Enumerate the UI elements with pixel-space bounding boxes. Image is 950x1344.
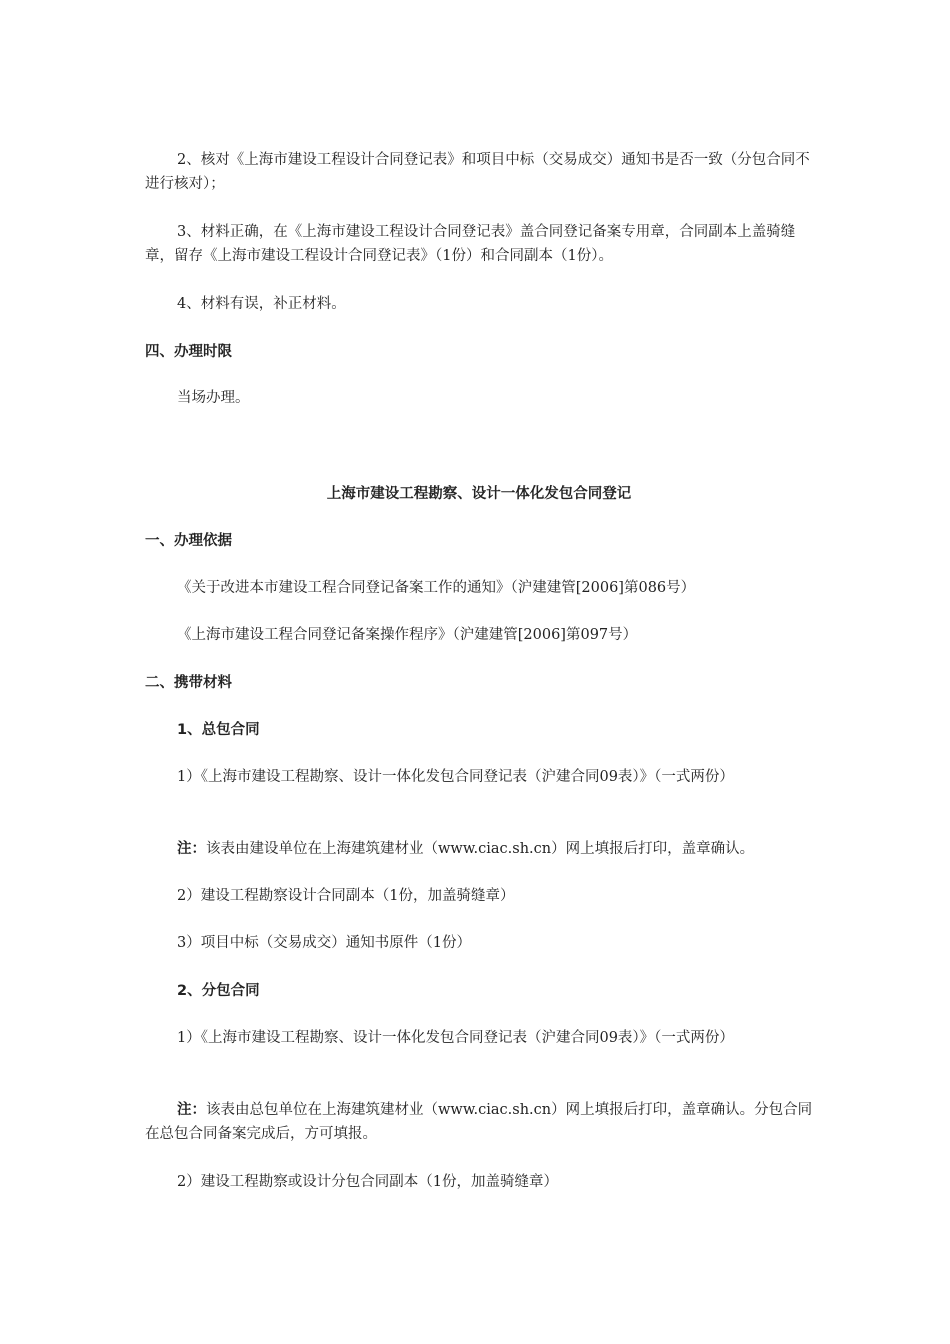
general-item-contract-copy: 2）建设工程勘察设计合同副本（1份，加盖骑缝章）	[177, 888, 515, 904]
section-heading-materials: 二、携带材料	[145, 675, 232, 691]
note-label: 注：	[177, 1102, 206, 1118]
paragraph-time-limit: 当场办理。	[177, 390, 250, 406]
sub-item-contract-copy: 2）建设工程勘察或设计分包合同副本（1份，加盖骑缝章）	[177, 1174, 558, 1190]
document-title: 上海市建设工程勘察、设计一体化发包合同登记	[326, 486, 632, 502]
note-label: 注：	[177, 841, 206, 857]
note-text: 该表由建设单位在上海建筑建材业（www.ciac.sh.cn）网上填报后打印，盖章确认。	[206, 841, 755, 857]
section-heading-time-limit: 四、办理时限	[145, 344, 232, 360]
sub-note	[145, 1098, 813, 1146]
paragraph-check-consistency: 2、核对《上海市建设工程设计合同登记表》和项目中标（交易成交）通知书是否一致（分包合同不进行核对）；	[145, 152, 810, 192]
subheading-sub-contract: 2、分包合同	[177, 983, 260, 999]
section-heading-basis: 一、办理依据	[145, 533, 232, 549]
paragraph-materials-correct: 3、材料正确，在《上海市建设工程设计合同登记表》盖合同登记备案专用章，合同副本上盖骑缝章，留存《上海市建设工程设计合同登记表》（1份）和合同副本（1份）。	[145, 224, 796, 264]
basis-item-notice: 《关于改进本市建设工程合同登记备案工作的通知》（沪建建管[2006]第086号）	[177, 580, 696, 596]
paragraph-materials-incorrect: 4、材料有误，补正材料。	[177, 296, 346, 312]
note-text: 该表由总包单位在上海建筑建材业（www.ciac.sh.cn）网上填报后打印，盖章确认。分包合同在总包合同备案完成后，方可填报。	[145, 1102, 813, 1142]
general-note	[145, 837, 813, 861]
general-item-award-notice: 3）项目中标（交易成交）通知书原件（1份）	[177, 935, 471, 951]
sub-item-registration-form: 1）《上海市建设工程勘察、设计一体化发包合同登记表（沪建合同09表）》（一式两份）	[177, 1030, 734, 1046]
basis-item-procedure: 《上海市建设工程合同登记备案操作程序》（沪建建管[2006]第097号）	[177, 627, 638, 643]
general-item-registration-form: 1）《上海市建设工程勘察、设计一体化发包合同登记表（沪建合同09表）》（一式两份）	[177, 769, 734, 785]
subheading-general-contract: 1、总包合同	[177, 722, 260, 738]
